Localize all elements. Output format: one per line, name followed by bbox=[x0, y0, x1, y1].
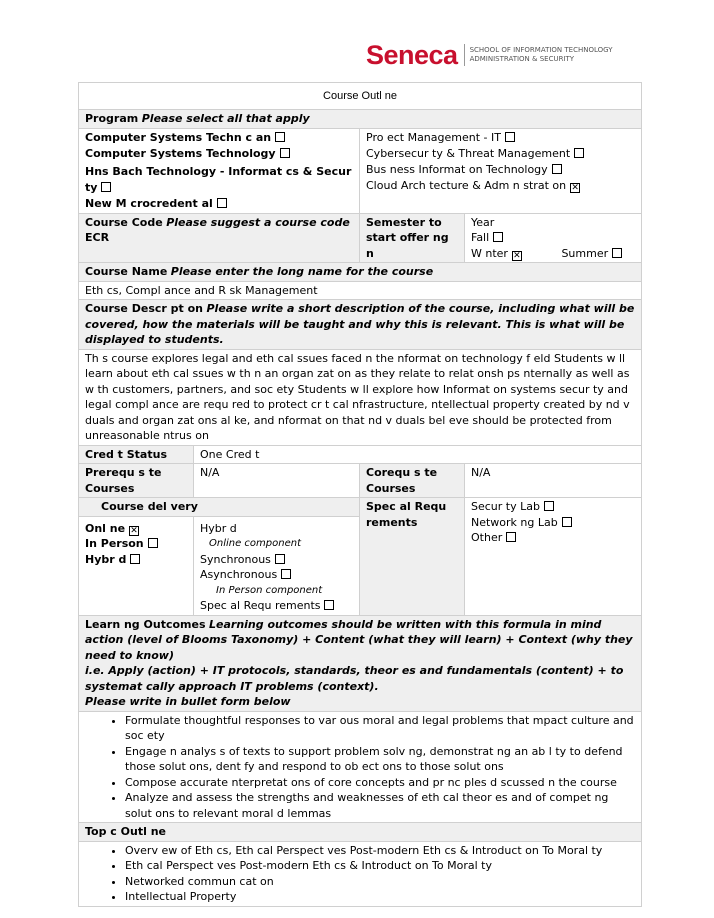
semester-options bbox=[465, 213, 642, 263]
logo-wordmark: Seneca bbox=[366, 39, 458, 70]
special-other[interactable]: Other bbox=[471, 530, 635, 546]
course-name-label: Course Name bbox=[85, 265, 168, 278]
in-person-component-label: In Person component bbox=[216, 584, 323, 596]
corequisite-label: Corequ s te Courses bbox=[360, 464, 465, 498]
checkbox-micro[interactable] bbox=[217, 198, 227, 208]
description-header bbox=[79, 300, 642, 350]
description-label: Course Descr pt on bbox=[85, 302, 203, 315]
delivery-in-person[interactable]: In Person bbox=[85, 536, 187, 552]
logo-divider bbox=[464, 44, 465, 66]
checkbox-hybrid[interactable] bbox=[130, 554, 140, 564]
outcomes-hint-3: i.e. Apply (action) + IT protocols, standards, theor es and fundamentals (content) + to systemat cally approach IT problems (context). bbox=[85, 664, 624, 693]
course-code-header bbox=[79, 213, 360, 263]
course-name-hint: Please enter the long name for the course bbox=[170, 265, 434, 278]
list-item[interactable]: • Overv ew of Eth cs, Eth cal Perspect ves Post-modern Eth cs & Introduct on To Moral ty bbox=[125, 843, 635, 859]
list-item[interactable]: • Engage n analys s of texts to support problem solv ng, demonstrat ng an ab l ty to defend those solut ons, dent fy and respond to ob ect ons to those solut ons bbox=[125, 744, 635, 775]
list-item[interactable]: • Intellectual Property bbox=[125, 889, 635, 905]
credit-status-label: Cred t Status bbox=[79, 445, 194, 464]
list-item[interactable]: • Networked commun cat on bbox=[125, 874, 635, 890]
description-hint: Please write a short description of the course, including what will be covered, how the materials will be taught and why this is relevant. This is what will be displayed to students. bbox=[85, 302, 635, 346]
program-option-pm[interactable]: Pro ect Management - IT bbox=[366, 130, 635, 146]
hybrid-asynchronous[interactable]: Asynchronous bbox=[200, 567, 353, 583]
program-option-cloud[interactable]: Cloud Arch tecture & Adm n strat on ✕ bbox=[366, 178, 579, 193]
checkbox-synchronous[interactable] bbox=[275, 554, 285, 564]
checkbox-pm[interactable] bbox=[505, 132, 515, 142]
special-requirements-label: Spec al Requ rements bbox=[360, 498, 465, 616]
semester-fall[interactable]: Fall bbox=[471, 230, 635, 246]
seneca-logo bbox=[366, 40, 612, 70]
outcomes-hint-2: action (level of Blooms Taxonomy) + Content (what they will learn) + Context (why they need to know) bbox=[85, 633, 633, 662]
hybrid-special-requirements[interactable]: Spec al Requ rements bbox=[200, 598, 353, 614]
semester-winter-summer bbox=[471, 246, 635, 262]
checkbox-cty[interactable] bbox=[280, 148, 290, 158]
school-line-2: ADMINISTRATION & SECURITY bbox=[469, 55, 575, 63]
credit-status-value[interactable]: One Cred t bbox=[194, 445, 642, 464]
program-option-bit[interactable]: Bus ness Informat on Technology bbox=[366, 162, 635, 178]
program-option-micro[interactable]: New M crocredent al bbox=[85, 196, 353, 212]
course-code-value[interactable]: ECR bbox=[85, 231, 110, 244]
checkbox-ctm[interactable] bbox=[574, 148, 584, 158]
topic-outline-label: Top c Outl ne bbox=[79, 823, 642, 842]
course-code-hint: Please suggest a course code bbox=[166, 215, 350, 229]
program-option-cty[interactable]: Computer Systems Technology bbox=[85, 146, 353, 162]
checkbox-other[interactable] bbox=[506, 532, 516, 542]
program-option-cst[interactable]: Computer Systems Techn c an bbox=[85, 130, 353, 146]
semester-year-label: Year bbox=[471, 215, 495, 229]
outcomes-list bbox=[85, 713, 635, 822]
list-item[interactable]: • Eth cal Perspect ves Post-modern Eth cs & Introduct on To Moral ty bbox=[125, 858, 635, 874]
corequisite-value[interactable]: N/A bbox=[465, 464, 642, 498]
list-item[interactable]: • Analyze and assess the strengths and weaknesses of eth cal theor es and of compet ng solut ons to relevant moral d lemmas bbox=[125, 790, 635, 821]
checkbox-hybrid-special[interactable] bbox=[324, 600, 334, 610]
list-item[interactable]: • Formulate thoughtful responses to var ous moral and legal problems that mpact culture and soc ety bbox=[125, 713, 635, 744]
checkbox-cst[interactable] bbox=[275, 132, 285, 142]
checkbox-online[interactable]: ✕ bbox=[130, 525, 138, 536]
delivery-label: Course del very bbox=[79, 498, 360, 517]
school-name bbox=[470, 46, 613, 64]
program-header bbox=[79, 110, 642, 129]
topic-list-cell bbox=[79, 841, 642, 906]
course-outline-form bbox=[78, 82, 642, 907]
page-title: Course Outl ne bbox=[79, 83, 642, 110]
outcomes-hint-4: Please write in bullet form below bbox=[85, 695, 291, 708]
hybrid-heading: Hybr d bbox=[200, 521, 237, 535]
online-component-label: Online component bbox=[209, 538, 302, 549]
special-requirements-options bbox=[465, 498, 642, 616]
course-code-label: Course Code bbox=[85, 215, 163, 229]
prerequisite-value[interactable]: N/A bbox=[194, 464, 360, 498]
checkbox-summer[interactable] bbox=[612, 248, 622, 258]
program-label: Program bbox=[85, 112, 139, 125]
checkbox-fall[interactable] bbox=[493, 232, 503, 242]
special-networking-lab[interactable]: Network ng Lab bbox=[471, 515, 635, 531]
topic-list bbox=[85, 843, 635, 905]
program-option-hbt[interactable]: Hns Bach Technology - Informat cs & Secur ty bbox=[85, 164, 352, 194]
program-option-ctm[interactable]: Cybersecur ty & Threat Management bbox=[366, 146, 635, 162]
checkbox-hbt[interactable] bbox=[101, 182, 111, 192]
delivery-hybrid[interactable]: Hybr d bbox=[85, 552, 187, 568]
prerequisite-label: Prerequ s te Courses bbox=[79, 464, 194, 498]
program-hint: Please select all that apply bbox=[141, 112, 310, 125]
checkbox-winter[interactable]: ✕ bbox=[513, 250, 521, 261]
checkbox-networking-lab[interactable] bbox=[562, 517, 572, 527]
checkbox-bit[interactable] bbox=[552, 164, 562, 174]
outcomes-hint-1: Learning outcomes should be written with this formula in mind bbox=[209, 617, 602, 631]
hybrid-synchronous[interactable]: Synchronous bbox=[200, 552, 353, 568]
semester-winter[interactable]: W nter ✕ bbox=[471, 246, 521, 261]
checkbox-asynchronous[interactable] bbox=[281, 569, 291, 579]
school-line-1: SCHOOL OF INFORMATION TECHNOLOGY bbox=[469, 46, 613, 54]
checkbox-in-person[interactable] bbox=[148, 538, 158, 548]
delivery-modes bbox=[79, 516, 194, 615]
outcomes-list-cell bbox=[79, 711, 642, 823]
special-security-lab[interactable]: Secur ty Lab bbox=[471, 499, 635, 515]
program-options-left bbox=[79, 128, 360, 213]
checkbox-cloud[interactable]: ✕ bbox=[571, 182, 579, 193]
hybrid-options bbox=[194, 516, 360, 615]
outcomes-header bbox=[79, 615, 642, 711]
outcomes-label: Learn ng Outcomes bbox=[85, 617, 206, 631]
semester-label: Semester to start offer ng n bbox=[360, 213, 465, 263]
program-options-right bbox=[360, 128, 642, 213]
checkbox-security-lab[interactable] bbox=[544, 501, 554, 511]
semester-summer[interactable]: Summer bbox=[561, 247, 622, 260]
course-name-value[interactable]: Eth cs, Compl ance and R sk Management bbox=[79, 281, 642, 300]
description-text[interactable]: Th s course explores legal and eth cal ssues faced n the nformat on technology f eld Students w ll learn about eth cal ssues w th n an organ zat on as they relate to relat onsh ps nternally as well as w th customers, partners, and soc ety Students w ll explore how Informat on systems secur ty and legal compl ance are requ red to protect cr t cal nfrastructure, ntellectual property created by nd v duals and organ zat ons al ke, and nformat on that nd v duals bel eve should be protected from unreasonable ntrus on bbox=[79, 349, 642, 445]
course-name-header bbox=[79, 263, 642, 282]
delivery-online[interactable]: Onl ne ✕ bbox=[85, 521, 138, 536]
list-item[interactable]: • Compose accurate nterpretat ons of core concepts and pr nc ples d scussed n the course bbox=[125, 775, 635, 791]
